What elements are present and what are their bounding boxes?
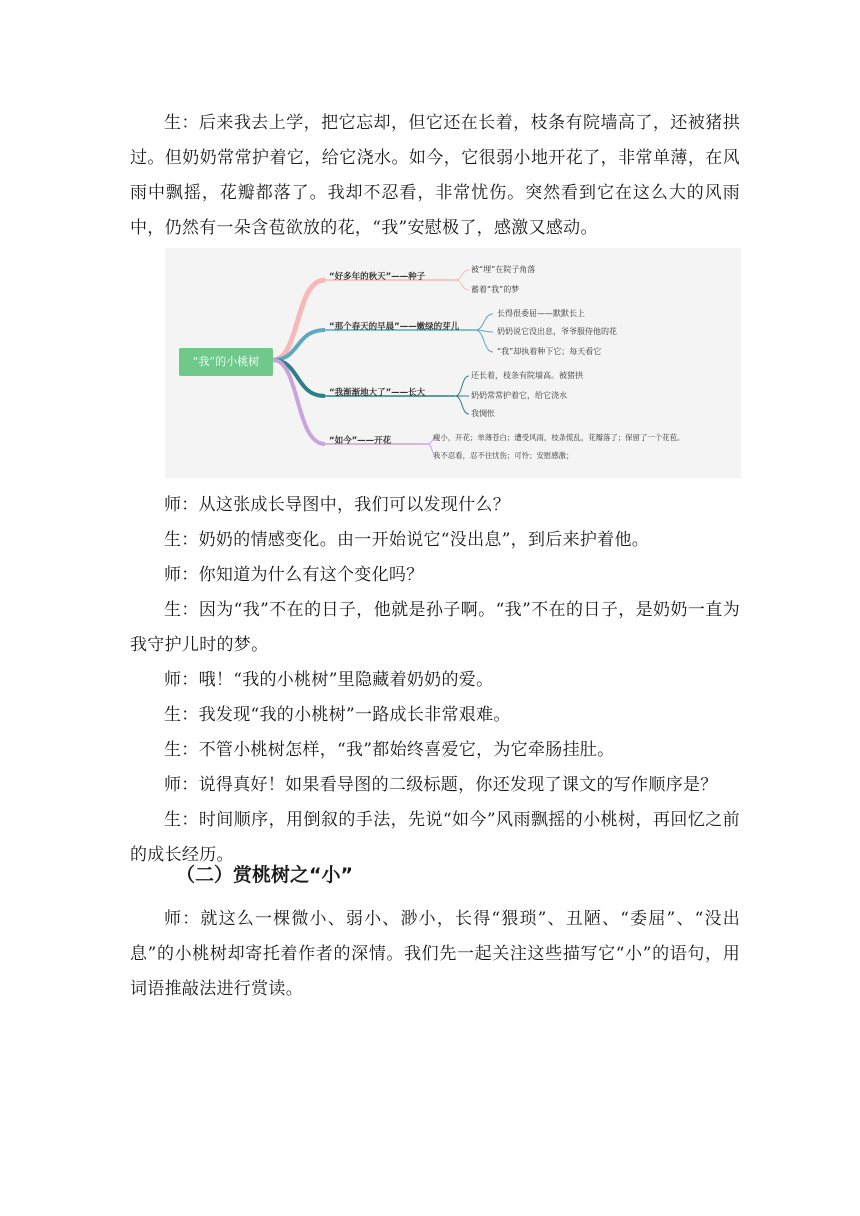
paragraph: 生：后来我去上学，把它忘却，但它还在长着，枝条有院墙高了，还被猪拱过。但奶奶常常护着它，给它浇水。如今，它很弱小地开花了，非常单薄，在风雨中飘摇，花瓣都落了。我却不忍看，非常忧伤。突然看到它在这么大的风雨中，仍然有一朵含苞欲放的花，“我”安慰极了，感激又感动。 xyxy=(130,113,740,238)
branch-label: “我渐渐地大了”——长大 xyxy=(329,388,426,398)
leaf-label: 被“埋”在院子角落 xyxy=(471,265,536,274)
leaf-label: 瘦小，开花；单薄苍白；遭受风雨，枝条慌乱，花瓣落了；保留了一个花苞。 xyxy=(433,433,685,442)
branch-label: “那个春天的早晨”——嫩绿的芽儿 xyxy=(329,322,460,332)
paragraph: 师：你知道为什么有这个变化吗？ xyxy=(164,565,424,585)
paragraph: 师：就这么一棵微小、弱小、渺小，长得“猥琐”、丑陋、“委屈”、“没出息”的小桃树却寄托着作者的深情。我们先一起关注这些描写它“小”的语句，用词语推敲法进行赏读。 xyxy=(130,909,740,999)
paragraph: 生：不管小桃树怎样，“我”都始终喜爱它，为它牵肠挂肚。 xyxy=(164,740,615,760)
leaf-label: 奶奶常常护着它，给它浇水 xyxy=(471,391,567,400)
section-heading: （二）赏桃树之“小” xyxy=(176,864,353,886)
paragraph: 生：因为“我”不在的日子，他就是孙子啊。“我”不在的日子，是奶奶一直为我守护儿时的梦。 xyxy=(130,600,740,655)
paragraph: 师：哦！“我的小桃树”里隐藏着奶奶的爱。 xyxy=(164,670,494,690)
paragraph: 生：我发现“我的小桃树”一路成长非常艰难。 xyxy=(164,705,511,725)
branch-label: “好多年的秋天”——种子 xyxy=(329,272,426,282)
leaf-label: 我惆怅 xyxy=(471,409,495,418)
leaf-label: 还长着，枝条有院墙高。被猪拱 xyxy=(471,371,583,380)
leaf-label: “我”却执着种下它；每天看它 xyxy=(497,347,602,356)
leaf-label: 蓄着“我”的梦 xyxy=(471,285,520,294)
paragraph: 生：奶奶的情感变化。由一开始说它“没出息”，到后来护着他。 xyxy=(164,530,650,550)
leaf-label: 长得很委屈——默默长上 xyxy=(497,309,585,318)
leaf-label: 我不忍看，忍不住忧伤；可怜；安慰感激； xyxy=(433,451,574,460)
mind-map-root: “我”的小桃树 xyxy=(179,348,273,376)
paragraph: 师：从这张成长导图中，我们可以发现什么？ xyxy=(164,495,510,515)
branch-label: “如今”——开花 xyxy=(329,436,392,446)
paragraph: 师：说得真好！如果看导图的二级标题，你还发现了课文的写作顺序是？ xyxy=(164,775,718,795)
paragraph: 生：时间顺序，用倒叙的手法，先说“如今”风雨飘摇的小桃树，再回忆之前的成长经历。 xyxy=(130,810,740,865)
mind-map-image xyxy=(165,248,741,478)
leaf-label: 奶奶说它没出息，爷爷服侍他的花 xyxy=(497,327,617,336)
